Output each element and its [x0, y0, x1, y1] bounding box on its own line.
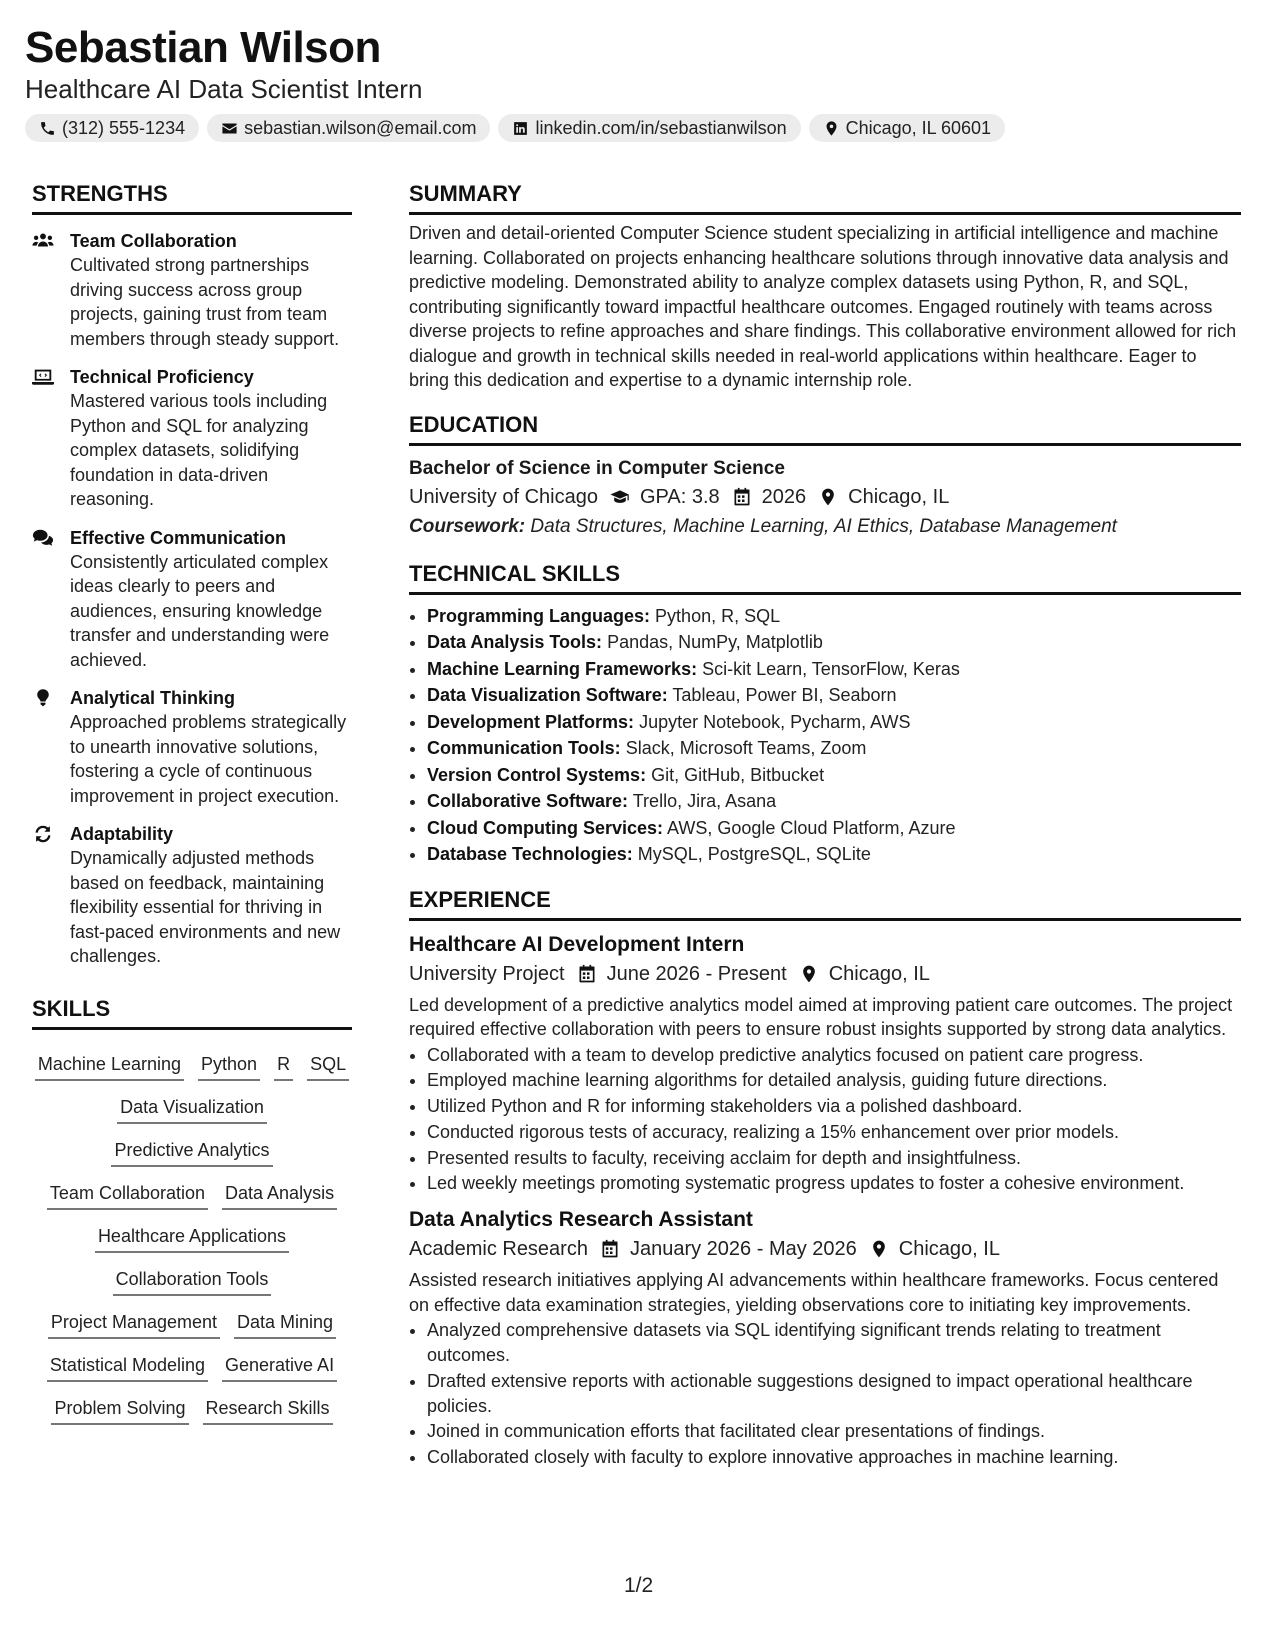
job-bullets	[409, 1043, 1241, 1197]
candidate-name: Sebastian Wilson	[25, 23, 381, 72]
list-item: • Drafted extensive reports with actionable suggestions designed to impact operational healthcare policies.	[427, 1369, 1241, 1419]
list-item	[427, 815, 1241, 842]
job-description: Led development of a predictive analytics model aimed at improving patient care outcomes. The project required effective collaboration with peers to ensure robust insights supported by strong data analytics.	[409, 994, 1233, 1039]
job-entry	[409, 931, 1241, 1197]
page-number: 1/2	[624, 1574, 654, 1597]
contact-location	[809, 114, 1005, 142]
strength-desc: Mastered various tools including Python and SQL for analyzing complex datasets, solidifying foundation in data-driven reasoning.	[70, 391, 328, 509]
education-location: Chicago, IL	[848, 485, 950, 508]
list-item	[427, 682, 1241, 709]
list-item: • Collaborated with a team to develop predictive analytics focused on patient care progress.	[427, 1043, 1241, 1068]
section-divider	[32, 1027, 352, 1030]
skill-tag: R	[274, 1038, 293, 1081]
candidate-role: Healthcare AI Data Scientist Intern	[25, 74, 423, 104]
lightbulb-icon	[32, 688, 54, 708]
linkedin-text: linkedin.com/in/sebastianwilson	[535, 117, 787, 138]
job-meta	[409, 959, 1241, 989]
degree-title: Bachelor of Science in Computer Science	[409, 457, 785, 479]
job-dates: June 2026 - Present	[606, 962, 787, 985]
list-item	[427, 629, 1241, 656]
section-divider	[409, 212, 1241, 215]
strengths-heading: STRENGTHS	[32, 181, 168, 206]
skill-category: Collaborative Software:	[427, 791, 629, 811]
strength-desc: Approached problems strategically to unearth innovative solutions, fostering a cycle of continuous improvement in project execution.	[70, 712, 347, 806]
job-title: Data Analytics Research Assistant	[409, 1208, 753, 1232]
skill-tag: Team Collaboration	[47, 1167, 208, 1210]
skill-category: Version Control Systems:	[427, 764, 647, 785]
skill-tag: Data Mining	[234, 1296, 336, 1339]
list-item	[427, 656, 1241, 683]
job-org: University Project	[409, 962, 565, 985]
envelope-icon	[221, 120, 238, 137]
skill-category: Database Technologies:	[427, 844, 633, 864]
skill-tag: Generative AI	[222, 1339, 337, 1382]
skill-category: Data Analysis Tools:	[427, 632, 603, 652]
job-dates: January 2026 - May 2026	[629, 1238, 857, 1261]
coursework-line	[409, 512, 1241, 542]
skill-tag: Research Skills	[203, 1382, 333, 1425]
strength-item	[32, 229, 352, 351]
email-text: sebastian.wilson@email.com	[244, 117, 477, 138]
contact-email[interactable]	[207, 114, 490, 142]
technical-skills-list	[409, 603, 1241, 868]
education-heading: EDUCATION	[409, 411, 539, 437]
list-item	[427, 841, 1241, 868]
coursework-list: Data Structures, Machine Learning, AI Ethics, Database Management	[530, 515, 1117, 537]
job-entry	[409, 1206, 1241, 1470]
list-item: • Collaborated closely with faculty to explore innovative approaches in machine learning.	[427, 1445, 1241, 1470]
experience-heading: EXPERIENCE	[409, 886, 551, 912]
strength-item	[32, 822, 352, 969]
skill-category: Data Visualization Software:	[427, 685, 668, 705]
skill-category: Machine Learning Frameworks:	[427, 658, 698, 679]
users-icon	[32, 231, 54, 251]
summary-text: Driven and detail-oriented Computer Science student specializing in artificial intelligence and machine learning. Collaborated on projects enhancing healthcare solutions through innovative data analysis and predictive modeling. Demonstrated ability to analyze complex datasets using Python, R, and SQL, contributing significantly toward impactful healthcare outcomes. Engaged routinely with teams across diverse projects to refine approaches and share findings. This collaborative environment allowed for rich dialogue and growth in technical skills needed in real-world applications within healthcare. Eager to bring this dedication and expertise to a dynamic internship role.	[409, 223, 1237, 390]
education-section	[409, 411, 1241, 542]
school-name: University of Chicago	[409, 485, 598, 508]
section-divider	[409, 443, 1241, 446]
map-marker-icon	[818, 487, 838, 507]
skill-tag: Statistical Modeling	[47, 1339, 208, 1382]
skills-tag-list	[32, 1038, 352, 1425]
list-item: • Conducted rigorous tests of accuracy, realizing a 15% enhancement over prior models.	[427, 1120, 1241, 1145]
skill-tag: Collaboration Tools	[113, 1253, 272, 1296]
list-item	[427, 709, 1241, 736]
list-item: • Employed machine learning algorithms for detailed analysis, guiding future directions.	[427, 1068, 1241, 1093]
technical-skills-heading: TECHNICAL SKILLS	[409, 560, 621, 586]
section-divider	[409, 592, 1241, 595]
skill-tag: Healthcare Applications	[95, 1210, 289, 1253]
skill-values: Pandas, NumPy, Matplotlib	[607, 632, 823, 652]
skill-values: Tableau, Power BI, Seaborn	[672, 685, 897, 705]
list-item	[427, 788, 1241, 815]
strength-title: Analytical Thinking	[70, 688, 236, 708]
sync-icon	[32, 824, 54, 844]
calendar-icon	[732, 487, 752, 507]
skill-tag: Problem Solving	[51, 1382, 188, 1425]
left-column	[32, 180, 352, 1425]
skill-values: MySQL, PostgreSQL, SQLite	[637, 844, 871, 864]
skill-category: Cloud Computing Services:	[427, 817, 664, 838]
job-description: Assisted research initiatives applying AI advancements within healthcare frameworks. Focus centered on effective data examination strategies, yielding observations core to initiating key improvements.	[409, 1270, 1219, 1315]
skill-tag: Data Visualization	[117, 1081, 267, 1124]
skill-values: Python, R, SQL	[655, 605, 781, 626]
skill-tag: Predictive Analytics	[111, 1124, 272, 1167]
job-title: Healthcare AI Development Intern	[409, 932, 745, 956]
summary-heading: SUMMARY	[409, 181, 522, 206]
laptop-code-icon	[32, 367, 54, 387]
strength-item	[32, 686, 352, 808]
comments-icon	[32, 528, 54, 548]
strength-title: Technical Proficiency	[70, 367, 254, 387]
job-location: Chicago, IL	[898, 1238, 1000, 1261]
calendar-icon	[577, 964, 597, 984]
section-divider	[32, 212, 352, 215]
skill-values: Sci-kit Learn, TensorFlow, Keras	[702, 658, 960, 679]
list-item	[427, 762, 1241, 789]
phone-text: (312) 555-1234	[62, 117, 186, 138]
skill-values: Slack, Microsoft Teams, Zoom	[625, 738, 867, 758]
coursework-label: Coursework:	[409, 515, 526, 537]
location-text: Chicago, IL 60601	[845, 117, 992, 138]
job-bullets	[409, 1318, 1241, 1470]
skill-category: Communication Tools:	[427, 738, 621, 758]
experience-section	[409, 886, 1241, 1471]
linkedin-icon	[512, 120, 529, 137]
contact-phone[interactable]	[25, 114, 199, 142]
list-item: • Joined in communication efforts that facilitated clear presentations of findings.	[427, 1419, 1241, 1444]
skill-category: Programming Languages:	[427, 605, 651, 626]
education-meta	[409, 482, 1241, 512]
skill-tag: Machine Learning	[35, 1038, 184, 1081]
list-item	[427, 603, 1241, 630]
map-marker-icon	[823, 120, 840, 137]
job-location: Chicago, IL	[828, 962, 930, 985]
skill-values: Jupyter Notebook, Pycharm, AWS	[639, 711, 911, 732]
technical-skills-section	[409, 560, 1241, 868]
graduation-cap-icon	[610, 487, 630, 507]
strength-title: Effective Communication	[70, 527, 287, 548]
strength-desc: Cultivated strong partnerships driving success across group projects, gaining trust from team members through steady support.	[70, 255, 340, 349]
strength-title: Team Collaboration	[70, 231, 237, 251]
skill-tag: Project Management	[48, 1296, 220, 1339]
strength-item	[32, 365, 352, 512]
gpa-text: GPA: 3.8	[639, 485, 720, 508]
list-item: • Led weekly meetings promoting systematic progress updates to foster a cohesive environment.	[427, 1171, 1241, 1196]
contact-bar	[25, 114, 1005, 142]
job-meta	[409, 1234, 1241, 1264]
map-marker-icon	[799, 964, 819, 984]
section-divider	[409, 918, 1241, 921]
skill-values: AWS, Google Cloud Platform, Azure	[667, 817, 956, 838]
job-org: Academic Research	[409, 1238, 588, 1261]
list-item: • Utilized Python and R for informing stakeholders via a polished dashboard.	[427, 1094, 1241, 1119]
skill-category: Development Platforms:	[427, 711, 635, 732]
skill-tag: Python	[198, 1038, 260, 1081]
skills-heading: SKILLS	[32, 995, 111, 1021]
list-item: • Analyzed comprehensive datasets via SQL identifying significant trends relating to treatment outcomes.	[427, 1318, 1241, 1368]
contact-linkedin[interactable]	[498, 114, 800, 142]
strength-title: Adaptability	[70, 824, 174, 844]
skill-tag: Data Analysis	[222, 1167, 337, 1210]
strength-desc: Dynamically adjusted methods based on feedback, maintaining flexibility essential for thriving in fast-paced environments and new challenges.	[70, 848, 341, 966]
calendar-icon	[600, 1239, 620, 1259]
strength-desc: Consistently articulated complex ideas clearly to peers and audiences, ensuring knowledge transfer and understanding were achieved.	[70, 551, 330, 670]
list-item	[427, 735, 1241, 762]
list-item: • Presented results to faculty, receiving acclaim for depth and insightfulness.	[427, 1146, 1241, 1171]
phone-icon	[39, 120, 56, 137]
map-marker-icon	[869, 1239, 889, 1259]
graduation-year: 2026	[761, 485, 807, 508]
strength-item	[32, 526, 352, 673]
skill-tag: SQL	[307, 1038, 349, 1081]
right-column	[409, 180, 1241, 1470]
skill-values: Trello, Jira, Asana	[632, 791, 777, 811]
skill-values: Git, GitHub, Bitbucket	[651, 764, 825, 785]
